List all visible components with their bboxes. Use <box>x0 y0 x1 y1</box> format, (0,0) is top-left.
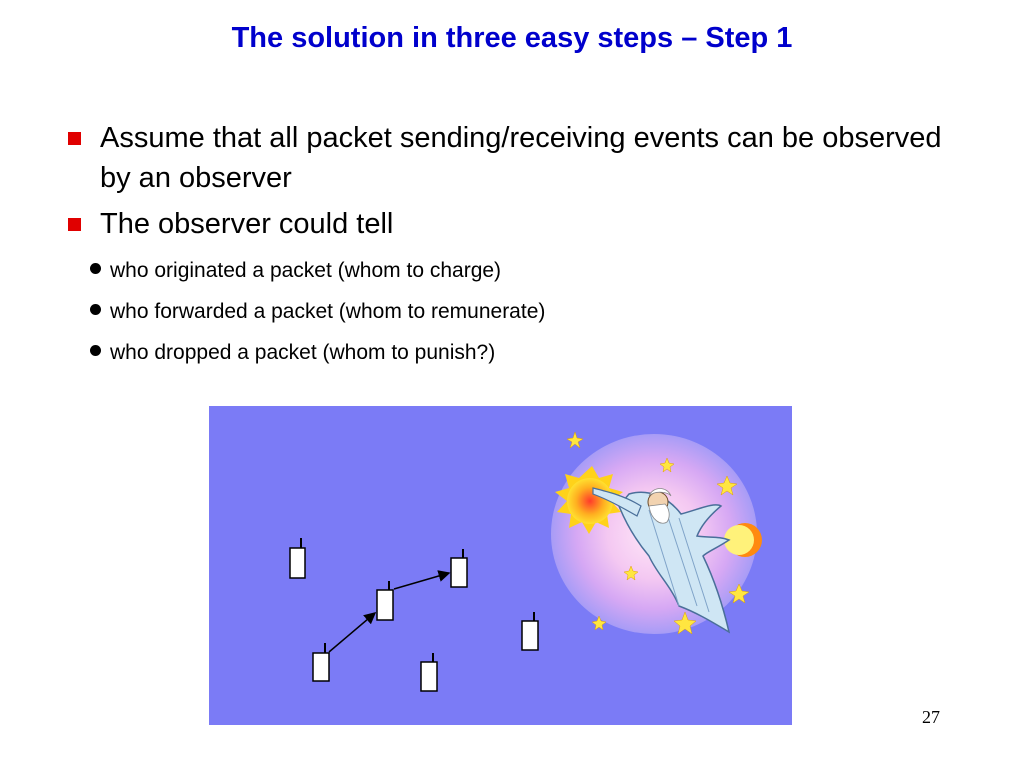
slide-title: The solution in three easy steps – Step 1 <box>231 22 793 54</box>
forward-arrow <box>394 573 449 589</box>
mobile-node-icon <box>451 549 467 587</box>
bullet-item <box>62 118 962 198</box>
bullet-list <box>62 118 962 373</box>
sub-bullet-text: who originated a packet (whom to charge) <box>110 259 502 282</box>
bullet-text: The observer could tell <box>100 208 394 240</box>
round-bullet-icon <box>90 345 101 356</box>
sub-bullet-list <box>62 250 962 373</box>
sub-bullet-text: who dropped a packet (whom to punish?) <box>110 341 496 364</box>
mobile-node-icon <box>522 612 538 650</box>
mobile-nodes <box>290 538 538 691</box>
sub-bullet-item <box>62 291 962 332</box>
square-bullet-icon <box>68 132 81 145</box>
square-bullet-icon <box>68 218 81 231</box>
sub-bullet-item <box>62 332 962 373</box>
observer-figure-icon <box>546 428 766 638</box>
round-bullet-icon <box>90 263 101 274</box>
sub-bullet-text: who forwarded a packet (whom to remunerate) <box>110 300 546 323</box>
page-number: 27 <box>922 707 940 727</box>
mobile-node-icon <box>313 643 329 681</box>
network-observer-picture <box>209 406 792 725</box>
mobile-node-icon <box>290 538 305 578</box>
bullet-text: Assume that all packet sending/receiving events can be observed by an observer <box>100 122 942 194</box>
sub-bullet-item <box>62 250 962 291</box>
bullet-item <box>62 204 962 244</box>
mobile-node-icon <box>421 653 437 691</box>
mobile-node-icon <box>377 581 393 620</box>
forward-arrow <box>329 613 375 652</box>
round-bullet-icon <box>90 304 101 315</box>
